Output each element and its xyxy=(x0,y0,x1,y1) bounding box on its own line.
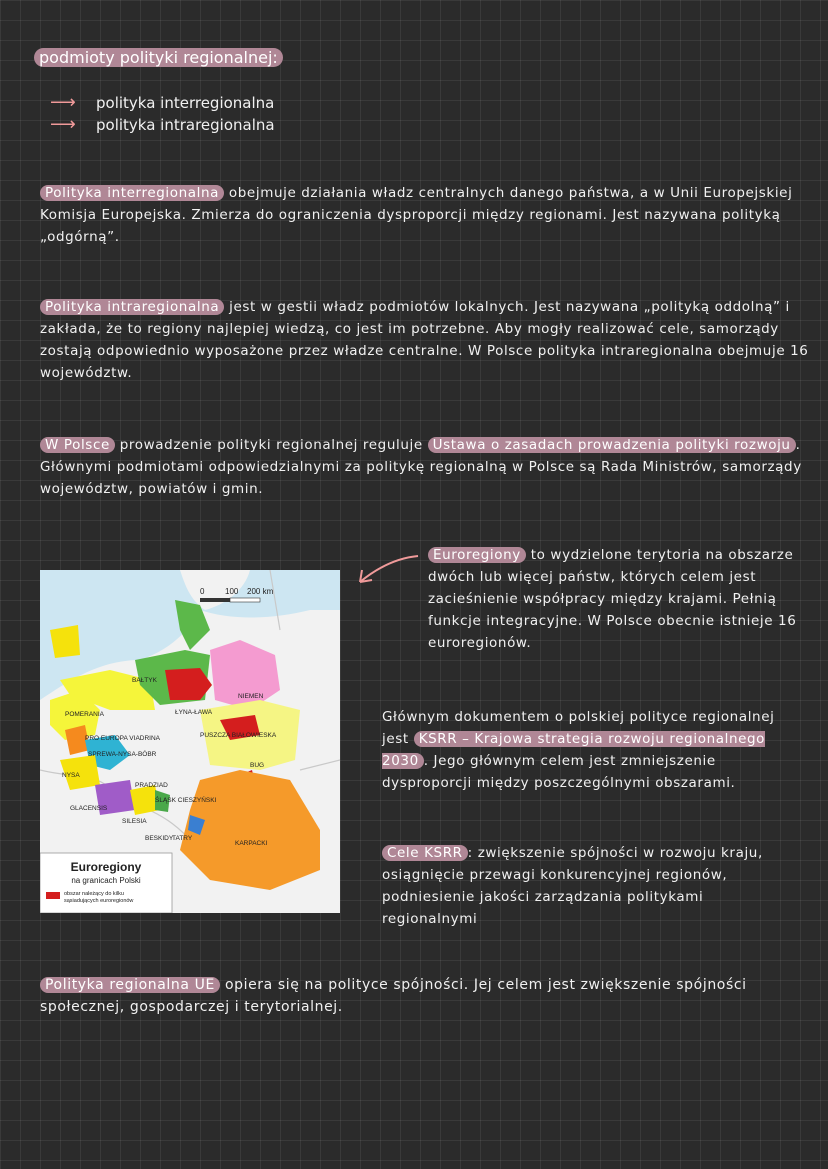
map-label: PRO EUROPA VIADRINA xyxy=(85,735,161,742)
paragraph-eu-policy: Polityka regionalna UE opiera się na polityce spójności. Jej celem jest zwiększenie spójności społecznej, gospodarczej i terytorialnej. xyxy=(40,977,747,1015)
map-label: PRADZIAD xyxy=(135,782,168,789)
list-item: ⟶ polityka interregionalna xyxy=(50,92,275,113)
map-label: PUSZCZA BIAŁOWIESKA xyxy=(200,732,277,739)
arrow-right-icon: ⟶ xyxy=(50,92,76,113)
map-label: NIEMEN xyxy=(238,693,264,700)
arrow-right-icon: ⟶ xyxy=(50,114,76,135)
svg-text:200 km: 200 km xyxy=(247,587,274,596)
map-label: NYSA xyxy=(62,772,80,779)
list-item: ⟶ polityka intraregionalna xyxy=(50,114,275,135)
paragraph-poland-law: W Polsce prowadzenie polityki regionalnej reguluje Ustawa o zasadach prowadzenia polityki rozwoju . Głównymi podmiotami odpowiedzialnymi za politykę regionalną w Polsce są Rada Ministrów, samorządy województw, powiatów i gmin. xyxy=(40,437,802,497)
map-label: TATRY xyxy=(172,835,193,842)
svg-text:Euroregiony: Euroregiony xyxy=(70,860,142,874)
svg-text:0: 0 xyxy=(200,587,205,596)
paragraph-ksrr-goals: Cele KSRR : zwiększenie spójności w rozwoju kraju, osiągnięcie przewagi konkurencyjnej regionów, podniesienie jakości zarządzania politykami regionalnymi xyxy=(382,845,763,927)
page-title xyxy=(34,48,283,67)
map-label: ŚLĄSK CIESZYŃSKI xyxy=(155,797,217,804)
svg-text:obszar należący do kilku: obszar należący do kilku xyxy=(64,891,124,897)
map-label: GLACENSIS xyxy=(70,805,108,812)
map-label: BESKIDY xyxy=(145,835,174,842)
svg-text:100: 100 xyxy=(225,587,239,596)
paragraph-ksrr: Głównym dokumentem o polskiej polityce regionalnej jest KSRR – Krajowa strategia rozwoju regionalnego 2030 . Jego głównym celem jest zmniejszenie dysproporcji między poszczególnymi obszarami. xyxy=(382,709,775,791)
map-label: ŁYNA-ŁAWA xyxy=(175,709,213,716)
actors-list xyxy=(50,92,275,136)
euroregions-map xyxy=(40,570,340,913)
svg-text:sąsiadujących euroregionów: sąsiadujących euroregionów xyxy=(64,898,134,904)
arrow-left-icon xyxy=(352,548,422,588)
map-label: KARPACKI xyxy=(235,840,268,847)
paragraph-intraregional: Polityka intraregionalna jest w gestii władz podmiotów lokalnych. Jest nazywana „polityką oddolną” i zakłada, że to regiony najlepiej wiedzą, co jest im potrzebne. Aby mogły realizować cele, samorządy zostają odpowiednio wyposażone przez władze centralne. W Polsce polityka intraregionalna obejmuje 16 województw. xyxy=(40,299,809,381)
map-label: POMERANIA xyxy=(65,711,105,718)
map-label: BAŁTYK xyxy=(132,677,157,684)
svg-text:na granicach Polski: na granicach Polski xyxy=(71,876,141,885)
map-legend xyxy=(40,853,172,913)
map-label: SILESIA xyxy=(122,818,147,825)
map-label: SPREWA-NYSA-BÓBR xyxy=(88,751,157,758)
paragraph-euroregions: Euroregiony to wydzielone terytoria na obszarze dwóch lub więcej państw, których celem jest zacieśnienie współpracy między krajami. Pełnią funkcje integracyjne. W Polsce obecnie istnieje 16 euroregionów. xyxy=(428,547,797,651)
title-highlight: podmioty polityki regionalnej: xyxy=(34,48,283,67)
paragraph-interregional: Polityka interregionalna obejmuje działania władz centralnych danego państwa, a w Unii Europejskiej Komisja Europejska. Zmierza do ograniczenia dysproporcji między regionami. Jest nazywana polityką „odgórną”. xyxy=(40,185,793,245)
map-label: BUG xyxy=(250,762,265,769)
